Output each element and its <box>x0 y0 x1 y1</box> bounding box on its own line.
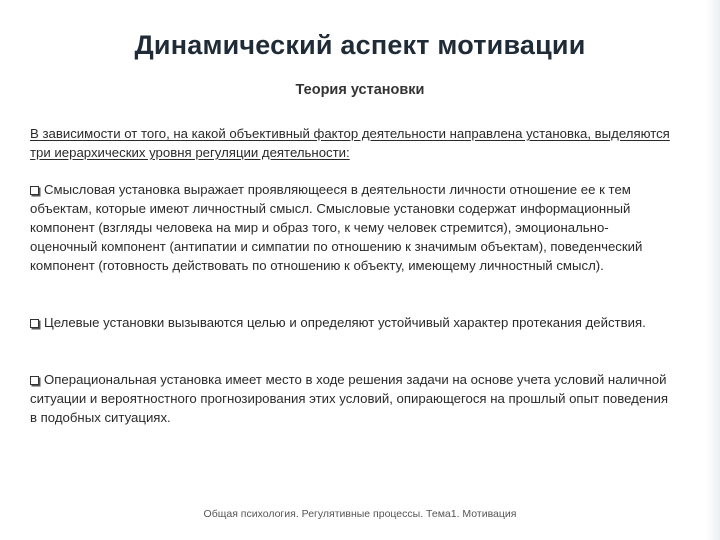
intro-text: В зависимости от того, на какой объективный фактор деятельности направлена установка, выделяются три иерархических уровня регуляции деятельности: <box>30 126 670 160</box>
slide-title: Динамический аспект мотивации <box>134 30 586 60</box>
checkbox-bullet-icon <box>30 319 39 328</box>
bullet-text: Целевые установки вызываются целью и определяют устойчивый характер протекания действия. <box>44 315 646 330</box>
checkbox-bullet-icon <box>30 376 39 385</box>
bullet-item-semantic-set <box>30 180 672 275</box>
slide-subtitle: Теория установки <box>295 82 425 98</box>
bullet-item-operational-set <box>30 370 672 427</box>
bullet-text: Смысловая установка выражает проявляющееся в деятельности личности отношение ее к тем объектам, которые имеют личностный смысл. Смысловые установки содержат информационный компонент (взгляды человека на мир и образ того, к чему человек стремится), эмоционально-оценочный компонент (антипатии и симпатии по отношению к значимым объектам), поведенческий компонент (готовность действовать по отношению к объекту, имеющему личностный смысл). <box>30 182 643 273</box>
bullet-text: Операциональная установка имеет место в ходе решения задачи на основе учета условий наличной ситуации и вероятностного прогнозирования этих условий, опирающегося на прошлый опыт поведения в подобных ситуациях. <box>30 372 668 425</box>
slide-edge-shadow <box>706 0 720 540</box>
checkbox-bullet-icon <box>30 186 39 195</box>
bullet-item-target-set <box>30 313 672 332</box>
slide-footer: Общая психология. Регулятивные процессы. Тема1. Мотивация <box>203 508 517 520</box>
